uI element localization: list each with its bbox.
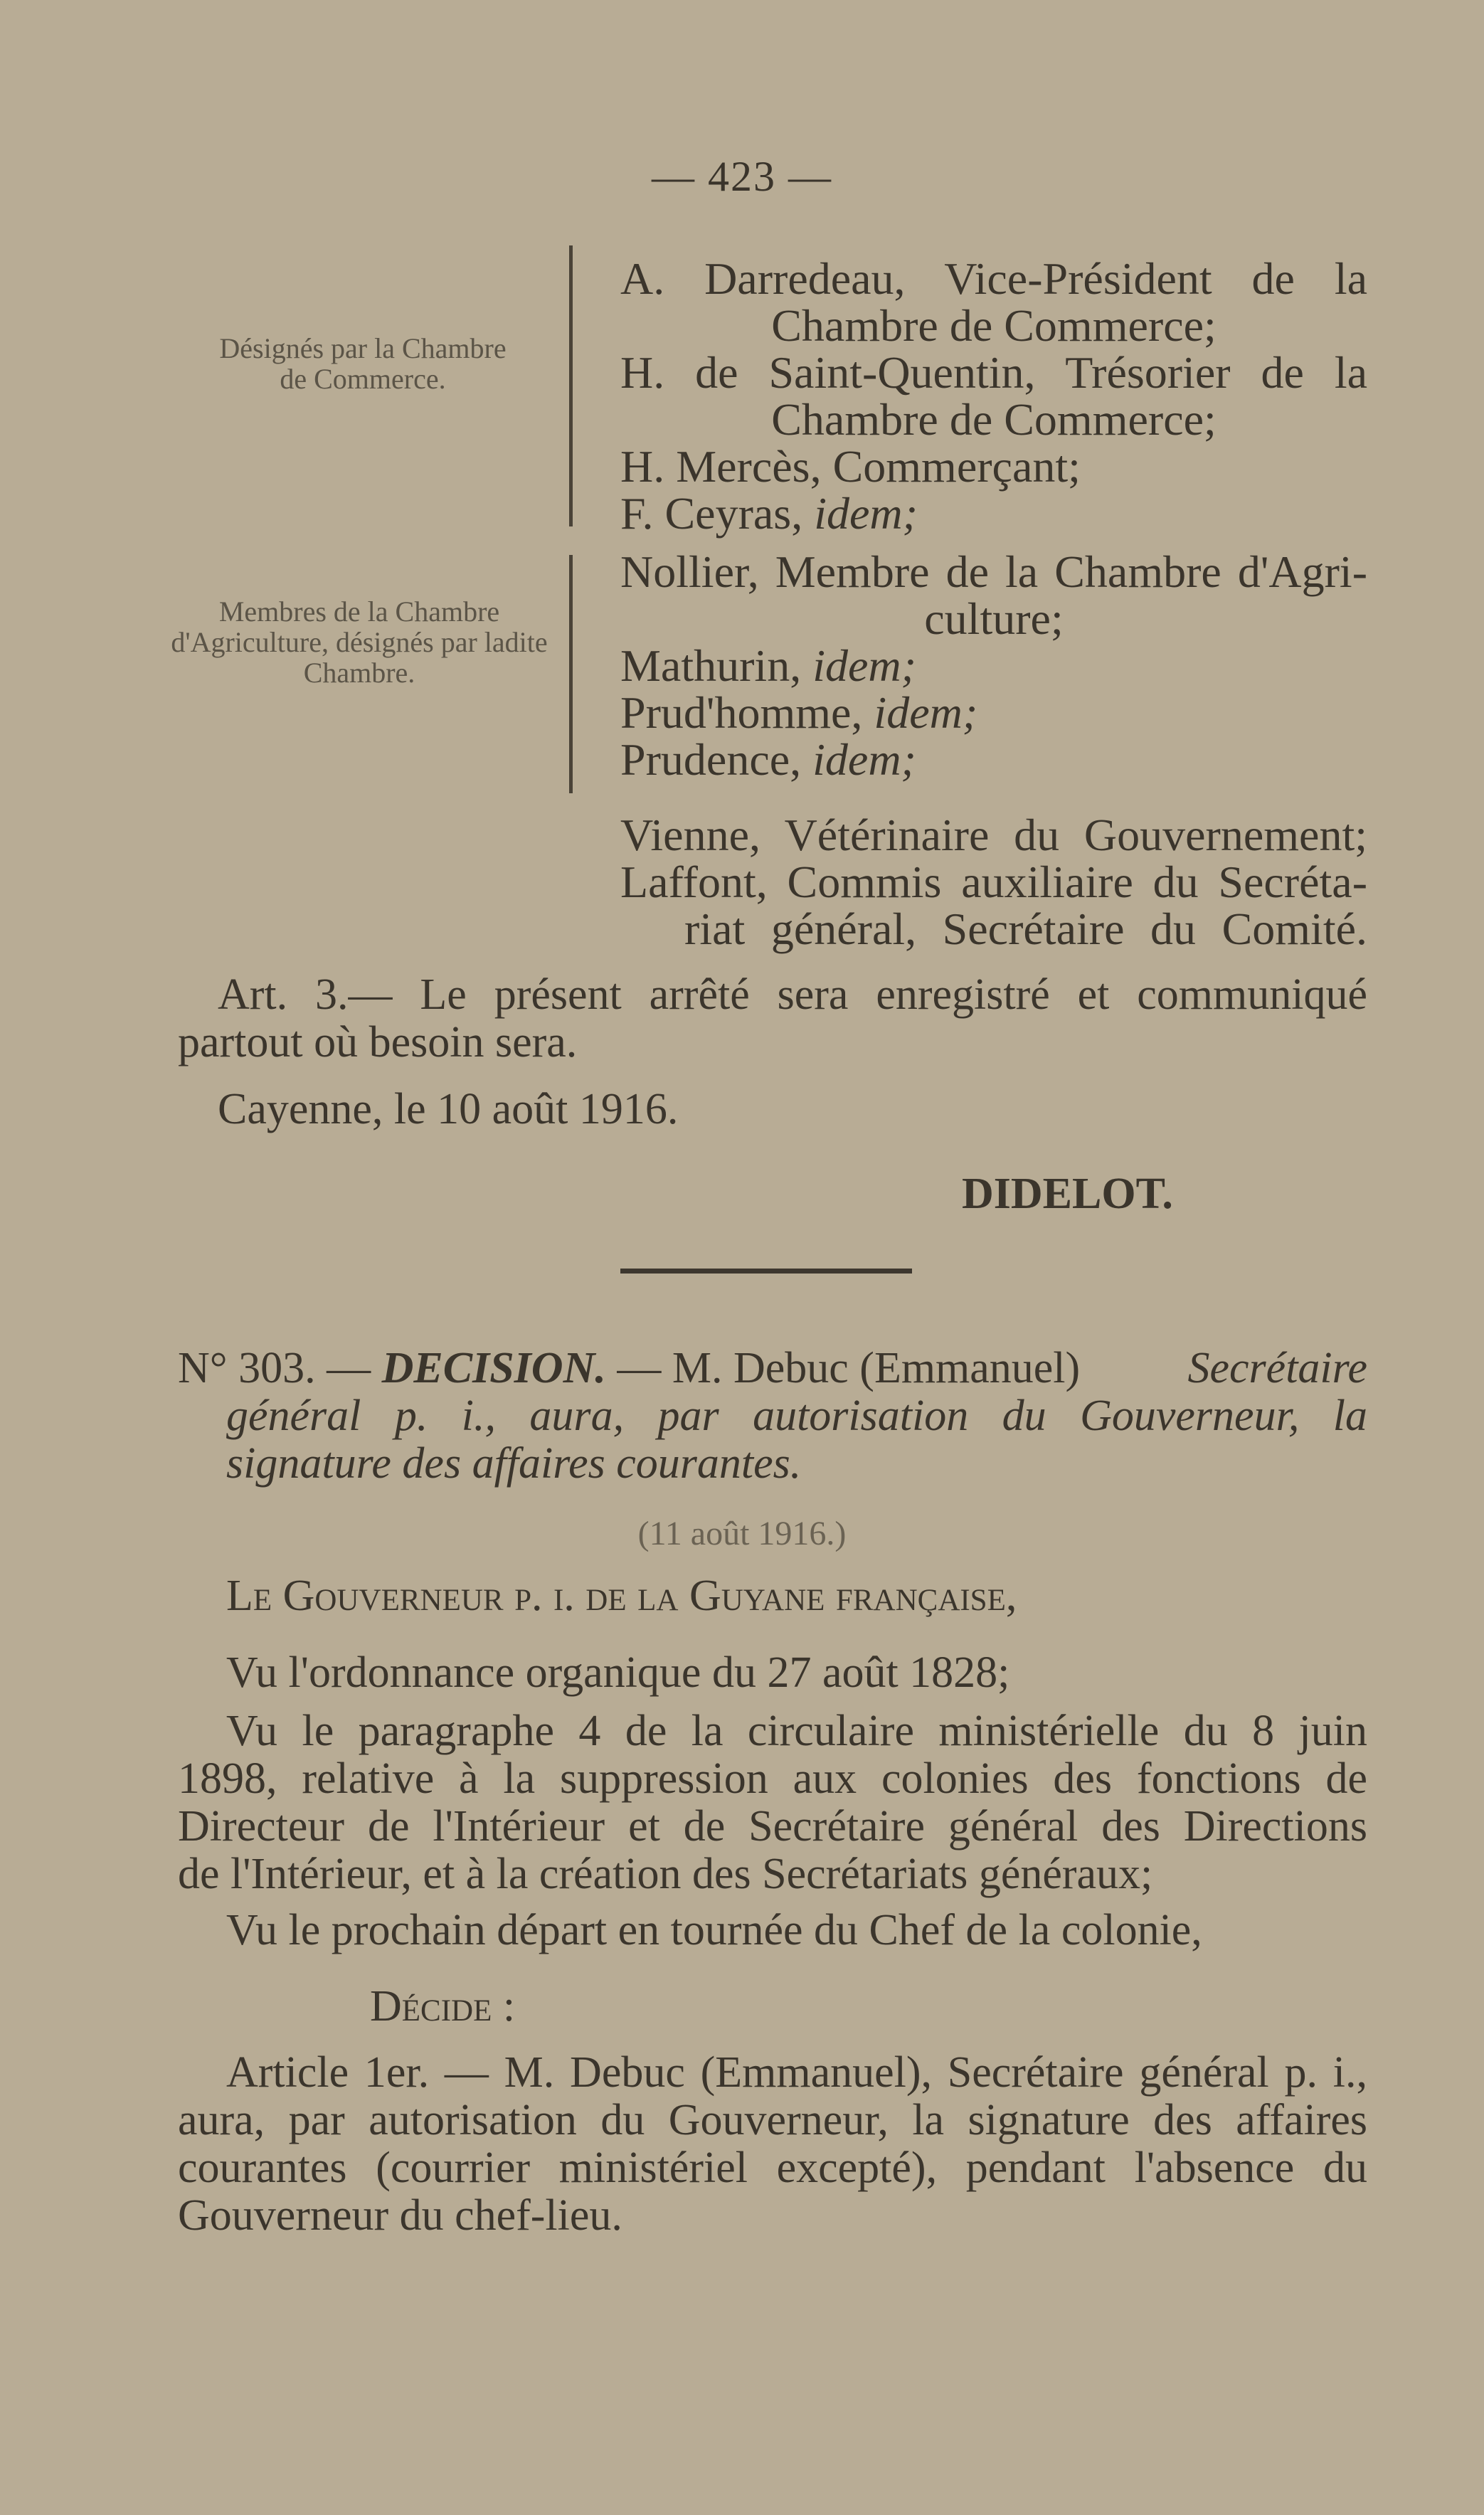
- extra-line-2: Laffont, Commis auxiliaire du Secréta-: [620, 857, 1367, 907]
- decision-title: DECISION.: [381, 1344, 606, 1392]
- group2-brace: [569, 555, 573, 793]
- group1-entry-1-cont: Chambre de Commerce;: [771, 300, 1217, 351]
- extra-line-1: Vienne, Vétérinaire du Gouvernement;: [620, 810, 1367, 860]
- group2-entry-2: Mathurin, idem;: [620, 640, 916, 691]
- art3-line-1: Art. 3.— Le présent arrêté sera enregistré et communiqué: [218, 970, 1367, 1019]
- vu-line-3: Vu le prochain départ en tournée du Chef de la colonie,: [226, 1906, 1202, 1954]
- vu-line-1: Vu l'ordonnance organique du 27 août 1828;: [226, 1648, 1010, 1697]
- vu-line-2d: de l'Intérieur, et à la création des Secrétariats généraux;: [178, 1850, 1153, 1898]
- group1-entry-1: A. Darredeau, Vice-Président de la: [620, 253, 1367, 304]
- separator-rule: [620, 1269, 912, 1274]
- group2-entry-1: Nollier, Membre de la Chambre d'Agri-: [620, 546, 1367, 597]
- article1-line-4: Gouverneur du chef-lieu.: [178, 2191, 622, 2240]
- article1-line-3: courantes (courrier ministériel excepté), pendant l'absence du: [178, 2144, 1367, 2192]
- vu-line-2b: 1898, relative à la suppression aux colonies des fonctions de: [178, 1754, 1367, 1803]
- art3-line-2: partout où besoin sera.: [178, 1018, 578, 1066]
- group2-entry-4: Prudence, idem;: [620, 734, 916, 785]
- group1-brace: [569, 245, 573, 526]
- group1-label: Désignés par la Chambre de Commerce.: [219, 332, 507, 395]
- group2-label: Membres de la Chambre d'Agriculture, désignés par ladite Chambre.: [171, 595, 548, 689]
- governor-line: Le Gouverneur p. i. de la Guyane française,: [226, 1572, 1017, 1620]
- group1-entry-2-cont: Chambre de Commerce;: [771, 394, 1217, 445]
- vu-line-2a: Vu le paragraphe 4 de la circulaire ministérielle du 8 juin: [226, 1707, 1367, 1755]
- decision-summary-1: Secrétaire: [1187, 1344, 1367, 1392]
- decision-subject: — M. Debuc (Emmanuel): [617, 1344, 1081, 1392]
- decide-heading: Décide :: [370, 1982, 516, 2030]
- group2-entry-1-cont: culture;: [924, 593, 1064, 644]
- place-date: Cayenne, le 10 août 1916.: [218, 1085, 679, 1133]
- vu-line-2c: Directeur de l'Intérieur et de Secrétaire général des Directions: [178, 1802, 1367, 1850]
- group1-entry-2: H. de Saint-Quentin, Trésorier de la: [620, 347, 1367, 398]
- extra-line-3: riat général, Secrétaire du Comité.: [684, 904, 1367, 954]
- article1-line-1: Article 1er. — M. Debuc (Emmanuel), Secrétaire général p. i.,: [226, 2048, 1367, 2097]
- page-number: — 423 —: [652, 153, 832, 200]
- decision-number: N° 303. —: [178, 1344, 371, 1392]
- signature: DIDELOT.: [962, 1170, 1173, 1218]
- group1-entry-4: F. Ceyras, idem;: [620, 488, 918, 539]
- group1-entry-3: H. Mercès, Commerçant;: [620, 441, 1081, 492]
- group2-entry-3: Prud'homme, idem;: [620, 687, 978, 738]
- decision-summary-3: signature des affaires courantes.: [226, 1439, 802, 1488]
- decision-heading: [178, 1345, 1367, 1392]
- article1-line-2: aura, par autorisation du Gouverneur, la signature des affaires: [178, 2096, 1367, 2144]
- decision-date: (11 août 1916.): [637, 1515, 847, 1552]
- decision-summary-2: général p. i., aura, par autorisation du Gouverneur, la: [226, 1392, 1367, 1440]
